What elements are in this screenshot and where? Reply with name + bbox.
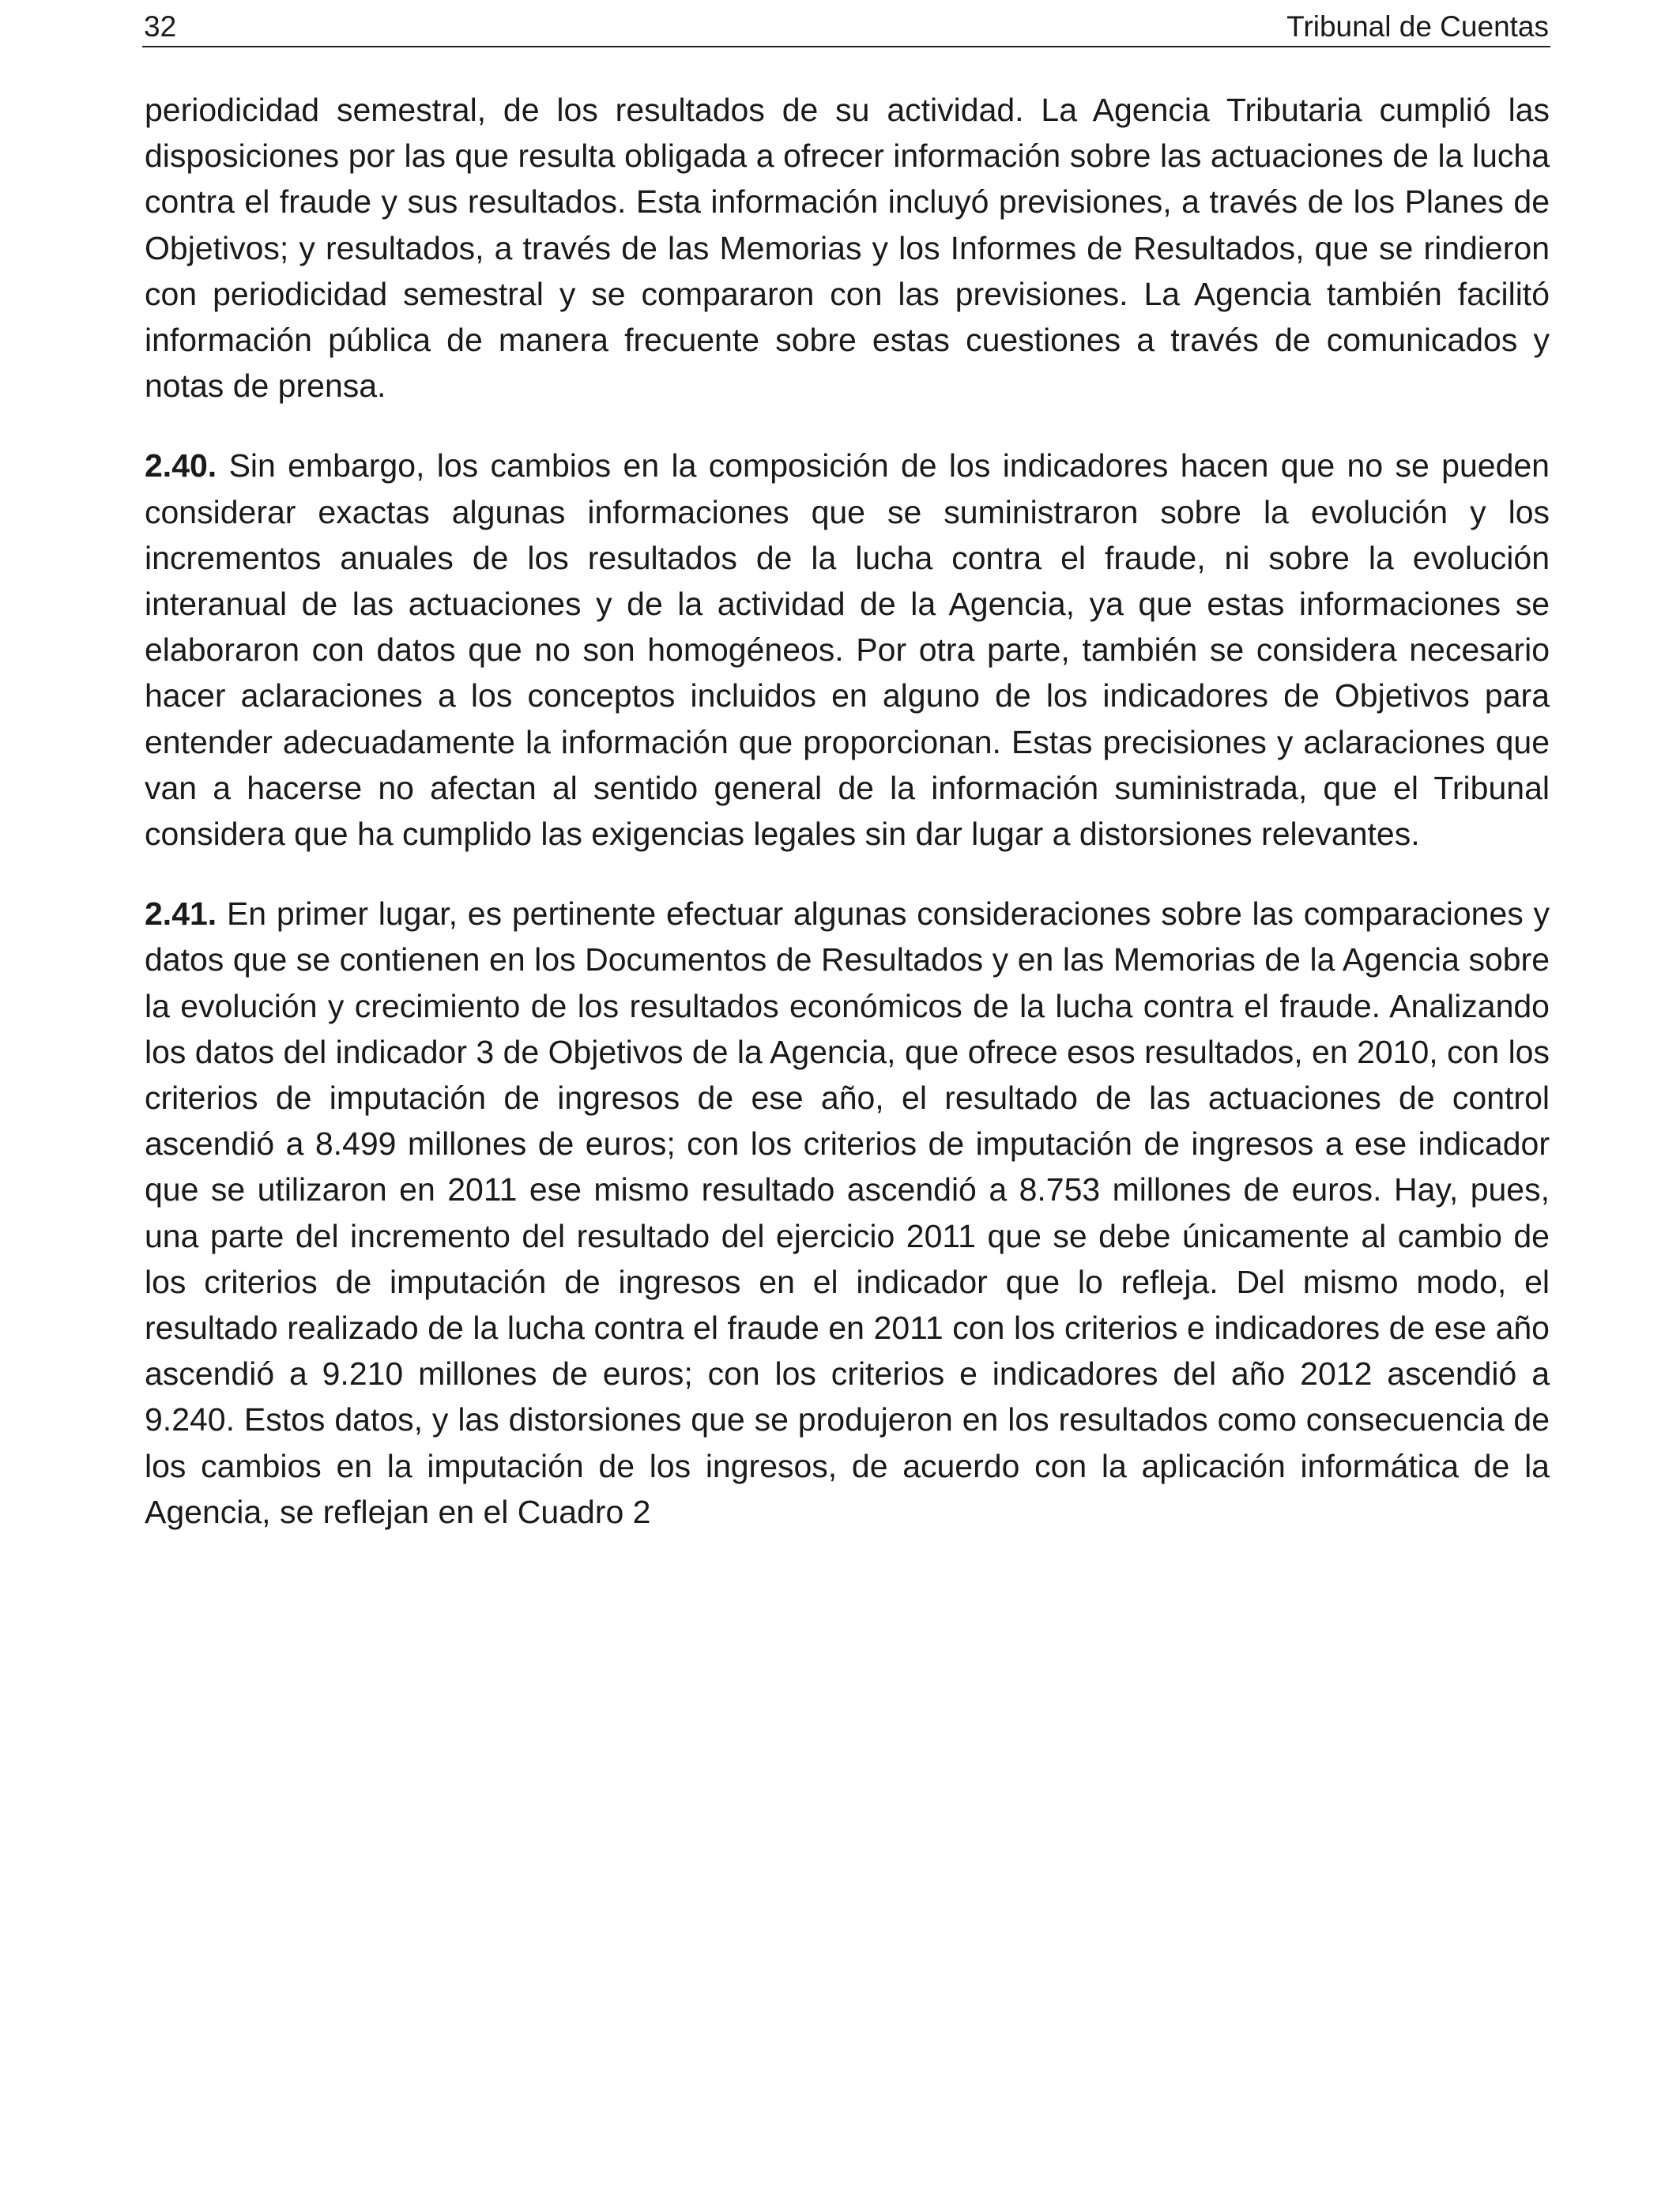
paragraph-number: 2.41. [145, 895, 217, 933]
paragraph-text: En primer lugar, es pertinente efectuar algunas consideraciones sobre las comparaciones y datos que se contienen en los Documentos de Resultados y en las Memorias de la Agencia sobre la evolución y crecimiento de los resultados económicos de la lucha contra el fraude. Analizando los datos del indicador 3 de Objetivos de la Agencia, que ofrece esos resultados, en 2010, con los criterios de imputación de ingresos de ese año, el resultado de las actuaciones de control ascendió a 8.499 millones de euros; con los criterios de imputación de ingresos a ese indicador que se utilizaron en 2011 ese mismo resultado ascendió a 8.753 millones de euros. Hay, pues, una parte del incremento del resultado del ejercicio 2011 que se debe únicamente al cambio de los criterios de imputación de ingresos en el indicador que lo refleja. Del mismo modo, el resultado realizado de la lucha contra el fraude en 2011 con los criterios e indicadores de ese año ascendió a 9.210 millones de euros; con los criterios e indicadores del año 2012 ascendió a 9.240. Estos datos, y las distorsiones que se produjeron en los resultados como consecuencia de los cambios en la imputación de los ingresos, de acuerdo con la aplicación informática de la Agencia, se reflejan en el Cuadro 2 [145, 895, 1550, 1530]
paragraph-text: Sin embargo, los cambios en la composición de los indicadores hacen que no se pueden considerar exactas algunas informaciones que se suministraron sobre la evolución y los incrementos anuales de los resultados de la lucha contra el fraude, ni sobre la evolución interanual de las actuaciones y de la actividad de la Agencia, ya que estas informaciones se elaboraron con datos que no son homogéneos. Por otra parte, también se considera necesario hacer aclaraciones a los conceptos incluidos en alguno de los indicadores de Objetivos para entender adecuadamente la información que proporcionan. Estas precisiones y aclaraciones que van a hacerse no afectan al sentido general de la información suministrada, que el Tribunal considera que ha cumplido las exigencias legales sin dar lugar a distorsiones relevantes. [145, 447, 1550, 853]
paragraph-2-41 [145, 891, 1550, 1535]
page-header [142, 8, 1550, 47]
paragraph-2-40 [145, 443, 1550, 857]
body-text [145, 87, 1550, 1569]
running-title: Tribunal de Cuentas [1286, 10, 1549, 43]
paragraph-number: 2.40. [145, 447, 217, 484]
paragraph-text: periodicidad semestral, de los resultados de su actividad. La Agencia Tributaria cumplió las disposiciones por las que resulta obligada a ofrecer información sobre las actuaciones de la lucha contra el fraude y sus resultados. Esta información incluyó previsiones, a través de los Planes de Objetivos; y resultados, a través de las Memorias y los Informes de Resultados, que se rindieron con periodicidad semestral y se compararon con las previsiones. La Agencia también facilitó información pública de manera frecuente sobre estas cuestiones a través de comunicados y notas de prensa. [145, 92, 1550, 405]
page-number: 32 [144, 10, 177, 43]
paragraph-continued [145, 87, 1550, 409]
